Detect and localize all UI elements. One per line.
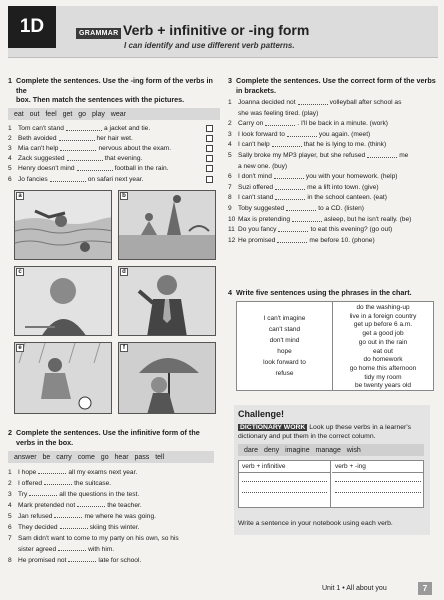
sentence-text-after: me before 10. (phone) xyxy=(309,236,375,244)
sentence-number: 5 xyxy=(8,165,12,173)
instruction-line: Complete the sentences. Use the infinitive form of the xyxy=(16,428,200,437)
phrase-chart xyxy=(236,301,434,391)
sentence-number: 9 xyxy=(228,204,232,212)
sentence-list xyxy=(8,467,220,566)
answer-blank[interactable] xyxy=(77,500,105,507)
sentence-item xyxy=(8,555,220,566)
challenge-instruction xyxy=(238,423,428,441)
safari-illustration xyxy=(119,191,216,260)
sentence-text-before: I can't help xyxy=(238,141,270,149)
exercise-number: 1 xyxy=(8,76,12,85)
answer-blank[interactable] xyxy=(54,511,82,518)
exercise-2-instruction xyxy=(8,428,220,447)
sentence-number: 3 xyxy=(8,491,12,498)
answer-blank[interactable] xyxy=(287,130,317,137)
sentence-text-after: to a CD. (listen) xyxy=(318,204,365,212)
sentence-text-before: I hope xyxy=(18,469,37,476)
exercise-3 xyxy=(228,76,438,246)
sentence-text-after: asleep, but he isn't really. (be) xyxy=(324,215,412,223)
sentence-number: 4 xyxy=(8,502,12,509)
answer-blank[interactable] xyxy=(277,236,307,243)
sentence-number: 3 xyxy=(228,130,232,138)
sentence-text-after: the suitcase. xyxy=(74,480,112,487)
sentence-number: 11 xyxy=(228,226,235,234)
instruction-line: box. Then match the sentences with the pictures. xyxy=(16,95,185,104)
sentence-item xyxy=(228,204,438,215)
answer-blank[interactable] xyxy=(275,193,305,200)
exercise-number: 4 xyxy=(228,288,232,297)
sentence-number xyxy=(228,109,238,120)
sentence-item xyxy=(228,162,438,173)
sentence-text-after: . I'll be back in a minute. (work) xyxy=(297,120,388,128)
verb-table-col-1 xyxy=(239,461,331,507)
sentence-text-before: I can't stand xyxy=(238,194,274,202)
answer-line xyxy=(242,481,327,482)
sentence-text-before: Mark pretended not xyxy=(18,502,76,509)
exercise-number: 2 xyxy=(8,428,12,437)
sentence-text-after: me where he was going. xyxy=(84,513,156,520)
sentence-text-before: Henry doesn't mind xyxy=(18,165,75,173)
sentence-list xyxy=(228,98,438,246)
sentence-text-before: Sally broke my MP3 player, but she refused xyxy=(238,151,366,159)
word-box: eat out feel get go play wear xyxy=(8,108,220,120)
answer-blank[interactable] xyxy=(77,164,113,171)
sentence-text-after: in the school canteen. (eat) xyxy=(307,194,387,202)
sentence-item xyxy=(8,489,220,500)
sentence-text-before: Do you fancy xyxy=(238,226,277,234)
page-title: Verb + infinitive or -ing form xyxy=(123,22,310,38)
sentence-number: 6 xyxy=(8,524,12,531)
sentence-item xyxy=(228,225,438,236)
chart-phrase: be twenty years old xyxy=(354,382,411,390)
chart-phrase: don't mind xyxy=(269,337,300,344)
answer-blank[interactable] xyxy=(50,175,86,182)
sentence-item xyxy=(228,119,438,130)
section-tag: GRAMMAR xyxy=(76,28,121,39)
chart-right-column xyxy=(333,304,433,391)
instruction-line: Write five sentences using the phrases in the chart. xyxy=(236,288,412,297)
sentence-number: 2 xyxy=(8,134,12,142)
instruction-line: Complete the sentences. Use the correct form of the verbs xyxy=(236,76,436,85)
answer-checkbox[interactable] xyxy=(206,125,213,132)
answer-blank[interactable] xyxy=(67,154,103,161)
answer-blank[interactable] xyxy=(278,225,308,232)
sentence-item xyxy=(228,151,438,162)
sentence-text-after: me a lift into town. (give) xyxy=(307,183,379,191)
instruction-line: Complete the sentences. Use the -ing form of the verbs in the xyxy=(16,76,213,95)
chart-left-column xyxy=(237,302,333,390)
sentence-text-before: I offered xyxy=(18,480,43,487)
chart-phrase: get up before 6 a.m. xyxy=(353,321,413,329)
sentence-item xyxy=(8,467,220,478)
sentence-item xyxy=(8,511,220,522)
sentence-number xyxy=(228,162,238,173)
answer-blank[interactable] xyxy=(292,215,322,222)
sentence-number xyxy=(8,544,18,555)
sentence-text-after: you with your homework. (help) xyxy=(305,173,398,181)
picture-label: e xyxy=(16,344,24,352)
sentence-text-before: Try xyxy=(18,491,28,498)
sentence-text-before: Zack suggested xyxy=(18,155,65,163)
exercise-number: 3 xyxy=(228,76,232,85)
sentence-number: 6 xyxy=(8,175,12,183)
sentence-text-after: all my exams next year. xyxy=(68,469,138,476)
sentence-number: 2 xyxy=(228,120,232,128)
chart-phrase: go out in the rain xyxy=(358,338,408,346)
answer-checkbox[interactable] xyxy=(206,155,213,162)
picture-c xyxy=(14,266,112,336)
chart-phrase: go home this afternoon xyxy=(349,364,417,372)
sentence-number: 5 xyxy=(8,513,12,520)
swimming-illustration xyxy=(15,191,112,260)
worried-person-illustration xyxy=(15,267,112,336)
sentence-text-after: with him. xyxy=(88,546,115,553)
sentence-text-before: Jan refused xyxy=(18,513,53,520)
chart-phrase: do homework xyxy=(363,356,403,364)
chart-phrase: tidy my room xyxy=(364,373,402,381)
sentence-number: 7 xyxy=(8,535,12,542)
chart-phrase: can't stand xyxy=(268,326,301,333)
answer-blank[interactable] xyxy=(265,119,295,126)
verb-table-col-2 xyxy=(332,461,424,507)
verb-table xyxy=(238,460,424,508)
sentence-text-before: They decided xyxy=(18,524,58,531)
answer-checkbox[interactable] xyxy=(206,176,213,183)
chart-phrase: do the washing-up xyxy=(356,304,410,311)
answer-checkbox[interactable] xyxy=(206,135,213,142)
word-box: answer be carry come go hear pass tell xyxy=(8,451,214,463)
sentence-text-before: Tom can't stand xyxy=(18,124,64,132)
sentence-item xyxy=(228,130,438,141)
sentence-text-after: nervous about the exam. xyxy=(98,144,172,152)
sentence-number: 4 xyxy=(8,155,12,163)
sentence-text-before: He promised not xyxy=(18,557,67,564)
sentence-text-after: all the questions in the test. xyxy=(59,491,140,498)
sentence-number: 6 xyxy=(228,173,232,181)
sentence-number: 8 xyxy=(8,557,12,564)
sentence-text-before: Suzi offered xyxy=(238,183,274,191)
column-header: verb + -ing xyxy=(332,461,424,473)
sentence-text-before: Joanna decided not xyxy=(238,99,296,106)
answer-line xyxy=(242,492,327,493)
exercise-2 xyxy=(8,428,220,566)
sentence-item xyxy=(8,522,220,533)
answer-blank[interactable] xyxy=(29,489,57,496)
picture-label: a xyxy=(16,192,24,200)
chart-phrase: get a good job xyxy=(362,330,404,338)
sentence-item xyxy=(8,175,220,185)
page-number: 7 xyxy=(418,582,432,595)
sentence-text-before: I don't mind xyxy=(238,173,272,181)
answer-blank[interactable] xyxy=(298,98,328,105)
page-subtitle: I can identify and use different verb patterns. xyxy=(124,41,295,50)
sentence-text-after: you again. (meet) xyxy=(318,130,371,138)
sentence-text-after: late for school. xyxy=(98,557,142,564)
sentence-item xyxy=(8,544,220,555)
challenge-footer-text: Write a sentence in your notebook using each verb. xyxy=(238,520,393,527)
sentence-text-before: He promised xyxy=(238,236,276,244)
sentence-text-after: a jacket and tie. xyxy=(103,124,151,132)
answer-blank[interactable] xyxy=(274,172,304,179)
sentence-number: 1 xyxy=(8,469,12,476)
answer-blank[interactable] xyxy=(44,478,72,485)
chart-phrase: live in a foreign country xyxy=(349,312,417,320)
chart-phrase: refuse xyxy=(275,370,294,377)
sentence-number: 2 xyxy=(8,480,12,487)
sentence-item xyxy=(8,154,220,164)
answer-checkbox[interactable] xyxy=(206,145,213,152)
chart-phrase: I can't imagine xyxy=(263,315,306,322)
answer-blank[interactable] xyxy=(58,544,86,551)
answer-line xyxy=(335,481,421,482)
answer-blank[interactable] xyxy=(66,124,102,131)
sentence-item xyxy=(228,215,438,226)
sentence-item xyxy=(228,172,438,183)
sentence-text-after: the teacher. xyxy=(107,502,142,509)
sentence-item xyxy=(228,183,438,194)
sentence-number: 4 xyxy=(228,141,232,149)
sentence-text-before: she was feeling tired. (play) xyxy=(238,109,319,117)
sentence-number: 1 xyxy=(228,99,232,106)
exercise-4-instruction xyxy=(228,288,438,298)
unit-badge: 1D xyxy=(8,6,56,48)
sentence-item xyxy=(8,144,220,154)
picture-e xyxy=(14,342,112,414)
answer-blank[interactable] xyxy=(38,467,66,474)
sentence-text-after: me xyxy=(399,151,409,159)
sentence-number: 12 xyxy=(228,236,236,244)
man-in-tie-illustration xyxy=(119,267,216,336)
footer-unit-text: Unit 1 • All about you xyxy=(322,585,387,592)
sentence-text-before: Max is pretending xyxy=(238,215,291,223)
sentence-number: 1 xyxy=(8,124,12,132)
answer-blank[interactable] xyxy=(286,204,316,211)
sentence-text-before: Mia can't help xyxy=(18,144,59,152)
sentence-text-before: Beth avoided xyxy=(18,134,57,142)
picture-grid xyxy=(14,190,216,416)
sentence-text-after: volleyball after school as xyxy=(329,99,402,106)
football-rain-illustration xyxy=(15,343,112,414)
answer-blank[interactable] xyxy=(367,151,397,158)
sentence-text-before: a new one. (buy) xyxy=(238,162,288,170)
answer-blank[interactable] xyxy=(275,183,305,190)
sentence-item xyxy=(228,109,438,120)
sentence-item xyxy=(228,236,438,247)
instruction-line: Look up these verbs in a learner's xyxy=(307,424,412,431)
sentence-item xyxy=(228,193,438,204)
sentence-item xyxy=(228,140,438,151)
answer-blank[interactable] xyxy=(60,144,96,151)
challenge-box xyxy=(234,405,430,535)
instruction-line: dictionary and put them in the correct column. xyxy=(238,433,376,440)
picture-d xyxy=(118,266,216,336)
exercise-1-instruction xyxy=(8,76,220,105)
answer-checkbox[interactable] xyxy=(206,165,213,172)
exercise-3-instruction xyxy=(228,76,438,95)
exercise-1 xyxy=(8,76,220,185)
answer-blank[interactable] xyxy=(60,522,88,529)
sentence-item xyxy=(8,124,220,134)
sentence-text-after: that he is lying to me. (think) xyxy=(303,141,387,149)
challenge-heading: Challenge! xyxy=(238,409,285,419)
instruction-line: verbs in the box. xyxy=(16,437,74,447)
sentence-text-after: skiing this winter. xyxy=(89,524,140,531)
sentence-text-before: Toby suggested xyxy=(238,204,285,212)
picture-b xyxy=(118,190,216,260)
instruction-line: in brackets. xyxy=(236,85,276,95)
sentence-text-after: that evening. xyxy=(104,155,143,163)
sentence-number: 7 xyxy=(228,183,232,191)
sentence-text-before: Carry on xyxy=(238,120,264,128)
sentence-text-before: Sam didn't want to come to my party on his own, so his xyxy=(18,535,179,542)
sentence-item xyxy=(228,98,438,109)
sentence-text-before: sister agreed xyxy=(18,546,57,553)
sentence-number: 10 xyxy=(228,215,236,223)
sentence-list xyxy=(8,124,220,185)
sentence-text-after: her hair wet. xyxy=(96,134,133,142)
picture-label: f xyxy=(120,344,128,352)
word-box: dare deny imagine manage wish xyxy=(238,444,424,456)
sentence-item xyxy=(8,164,220,174)
sentence-text-after: football in the rain. xyxy=(114,165,169,173)
sentence-text-before: Jo fancies xyxy=(18,175,48,183)
sentence-item xyxy=(8,500,220,511)
sentence-number: 3 xyxy=(8,144,12,152)
answer-line xyxy=(335,492,421,493)
picture-label: c xyxy=(16,268,24,276)
answer-blank[interactable] xyxy=(272,140,302,147)
sentence-item xyxy=(8,478,220,489)
chart-phrase: hope xyxy=(277,348,292,355)
sentence-number: 8 xyxy=(228,194,232,202)
sentence-text-after: to eat this evening? (go out) xyxy=(310,226,393,234)
chart-phrase: look forward to xyxy=(263,359,306,366)
picture-f xyxy=(118,342,216,414)
column-header: verb + infinitive xyxy=(239,461,330,473)
sentence-item xyxy=(8,134,220,144)
sentence-text-before: I look forward to xyxy=(238,130,285,138)
girl-with-umbrella-illustration xyxy=(119,343,216,414)
sentence-text-after: on safari next year. xyxy=(87,175,144,183)
sentence-item xyxy=(8,533,220,544)
picture-a xyxy=(14,190,112,260)
picture-label: d xyxy=(120,268,128,276)
dictionary-work-tag: DICTIONARY WORK xyxy=(240,424,306,431)
picture-label: b xyxy=(120,192,128,200)
answer-blank[interactable] xyxy=(59,134,95,141)
sentence-number: 5 xyxy=(228,151,232,159)
answer-blank[interactable] xyxy=(68,555,96,562)
chart-phrase: eat out xyxy=(373,347,393,355)
